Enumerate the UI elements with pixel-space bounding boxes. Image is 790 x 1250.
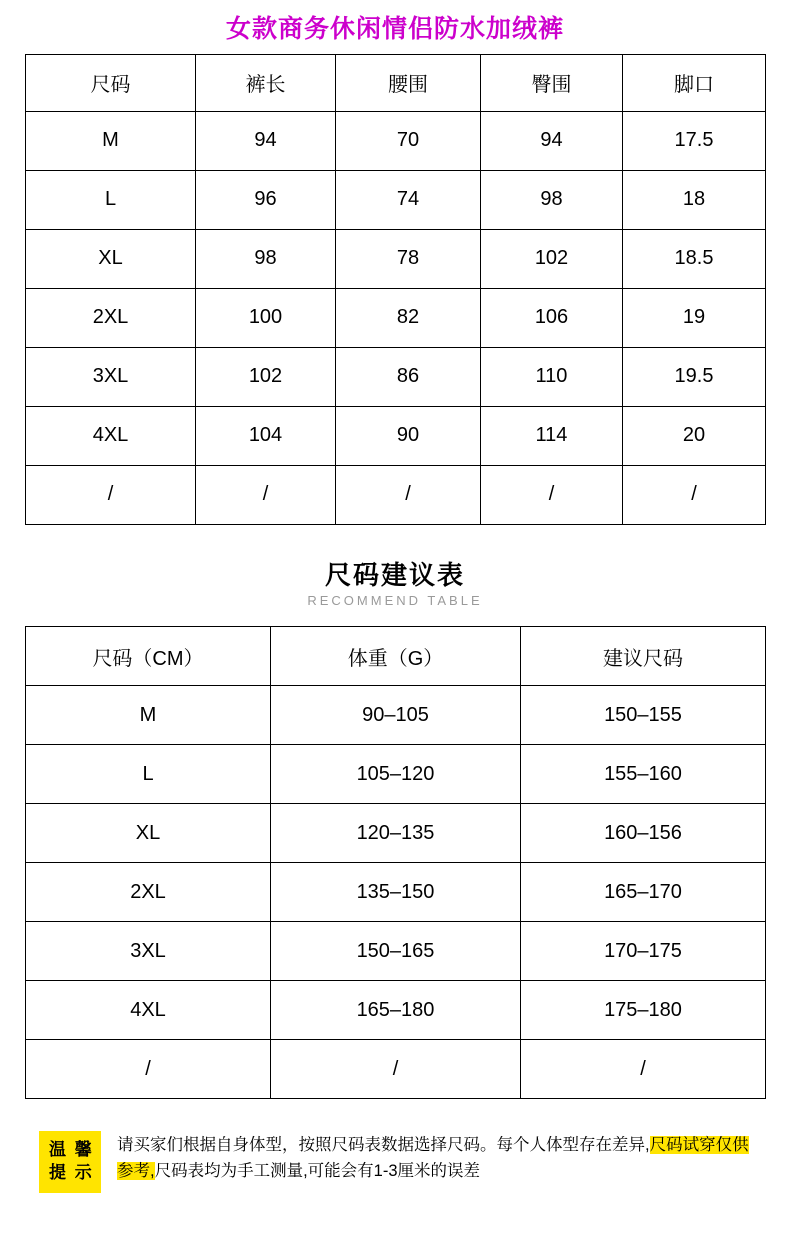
table-cell: M xyxy=(26,111,196,170)
section-heading-en: RECOMMEND TABLE xyxy=(307,593,483,609)
table-cell: 106 xyxy=(481,288,623,347)
table-cell: 94 xyxy=(196,111,336,170)
table-row xyxy=(26,170,766,229)
table-header-row xyxy=(26,54,766,111)
table-cell: 104 xyxy=(196,406,336,465)
column-header: 裤长 xyxy=(196,54,336,111)
tip-block xyxy=(25,1131,765,1193)
table-cell: / xyxy=(26,465,196,524)
table-cell: / xyxy=(521,1040,766,1099)
section-heading-cn: 尺码建议表 xyxy=(324,559,465,590)
tip-badge-line1: 温 馨 xyxy=(49,1140,94,1160)
table-cell: 74 xyxy=(336,170,481,229)
table-cell: 98 xyxy=(196,229,336,288)
table-row xyxy=(26,406,766,465)
column-header: 臀围 xyxy=(481,54,623,111)
tip-badge xyxy=(39,1131,101,1193)
table-cell: 100 xyxy=(196,288,336,347)
table-cell: 78 xyxy=(336,229,481,288)
table-cell: 3XL xyxy=(26,922,271,981)
table-cell: 114 xyxy=(481,406,623,465)
column-header: 尺码（CM） xyxy=(26,627,271,686)
table-row xyxy=(26,981,766,1040)
table-cell: 110 xyxy=(481,347,623,406)
table-cell: L xyxy=(26,170,196,229)
table-cell: / xyxy=(26,1040,271,1099)
size-spec-table xyxy=(25,54,766,525)
table-cell: L xyxy=(26,745,271,804)
table-cell: / xyxy=(271,1040,521,1099)
table-cell: 155–160 xyxy=(521,745,766,804)
tip-text-part1: 请买家们根据自身体型，按照尺码表数据选择尺码。每个人体型存在差异, xyxy=(117,1136,650,1155)
table-row xyxy=(26,111,766,170)
table-cell: 90 xyxy=(336,406,481,465)
table-cell: 120–135 xyxy=(271,804,521,863)
column-header: 建议尺码 xyxy=(521,627,766,686)
table-cell: 160–156 xyxy=(521,804,766,863)
table-cell: 86 xyxy=(336,347,481,406)
table-cell: 82 xyxy=(336,288,481,347)
table-cell: / xyxy=(336,465,481,524)
column-header: 体重（G） xyxy=(271,627,521,686)
table-cell: 70 xyxy=(336,111,481,170)
column-header: 腰围 xyxy=(336,54,481,111)
table-cell: 18 xyxy=(623,170,766,229)
tip-text-part2: 尺码表均为手工测量,可能会有1-3厘米的误差 xyxy=(154,1161,481,1180)
column-header: 尺码 xyxy=(26,54,196,111)
table-cell: 19.5 xyxy=(623,347,766,406)
table-cell: 94 xyxy=(481,111,623,170)
column-header: 脚口 xyxy=(623,54,766,111)
size-recommend-table xyxy=(25,626,766,1099)
table-row xyxy=(26,1040,766,1099)
table-cell: XL xyxy=(26,229,196,288)
table-cell: 2XL xyxy=(26,288,196,347)
table-cell: 165–180 xyxy=(271,981,521,1040)
table-cell: 98 xyxy=(481,170,623,229)
table-cell: 4XL xyxy=(26,406,196,465)
page-title: 女款商务休闲情侣防水加绒裤 xyxy=(225,15,564,43)
table-cell: 102 xyxy=(196,347,336,406)
table-row xyxy=(26,804,766,863)
table-row xyxy=(26,288,766,347)
table-cell: 102 xyxy=(481,229,623,288)
size-spec-table-container xyxy=(25,54,765,525)
table-cell: 17.5 xyxy=(623,111,766,170)
recommend-section-heading xyxy=(0,561,790,609)
table-cell: 18.5 xyxy=(623,229,766,288)
table-cell: / xyxy=(623,465,766,524)
table-cell: 105–120 xyxy=(271,745,521,804)
tip-badge-line2: 提 示 xyxy=(49,1163,94,1183)
table-cell: 96 xyxy=(196,170,336,229)
size-recommend-table-container xyxy=(25,626,765,1099)
table-cell: 165–170 xyxy=(521,863,766,922)
table-row xyxy=(26,922,766,981)
tip-text xyxy=(117,1131,765,1184)
table-row xyxy=(26,686,766,745)
table-row xyxy=(26,229,766,288)
table-cell: / xyxy=(481,465,623,524)
table-cell: 170–175 xyxy=(521,922,766,981)
table-cell: 175–180 xyxy=(521,981,766,1040)
table-row xyxy=(26,347,766,406)
table-cell: 20 xyxy=(623,406,766,465)
table-cell: 4XL xyxy=(26,981,271,1040)
table-row xyxy=(26,465,766,524)
table-cell: / xyxy=(196,465,336,524)
table-cell: M xyxy=(26,686,271,745)
table-cell: 135–150 xyxy=(271,863,521,922)
table-header-row xyxy=(26,627,766,686)
table-cell: 2XL xyxy=(26,863,271,922)
table-cell: 3XL xyxy=(26,347,196,406)
table-cell: 90–105 xyxy=(271,686,521,745)
table-row xyxy=(26,863,766,922)
table-cell: 19 xyxy=(623,288,766,347)
tip-text-highlight: 尺码试穿仅供参考, xyxy=(117,1136,749,1180)
table-cell: XL xyxy=(26,804,271,863)
table-cell: 150–165 xyxy=(271,922,521,981)
table-cell: 150–155 xyxy=(521,686,766,745)
table-row xyxy=(26,745,766,804)
